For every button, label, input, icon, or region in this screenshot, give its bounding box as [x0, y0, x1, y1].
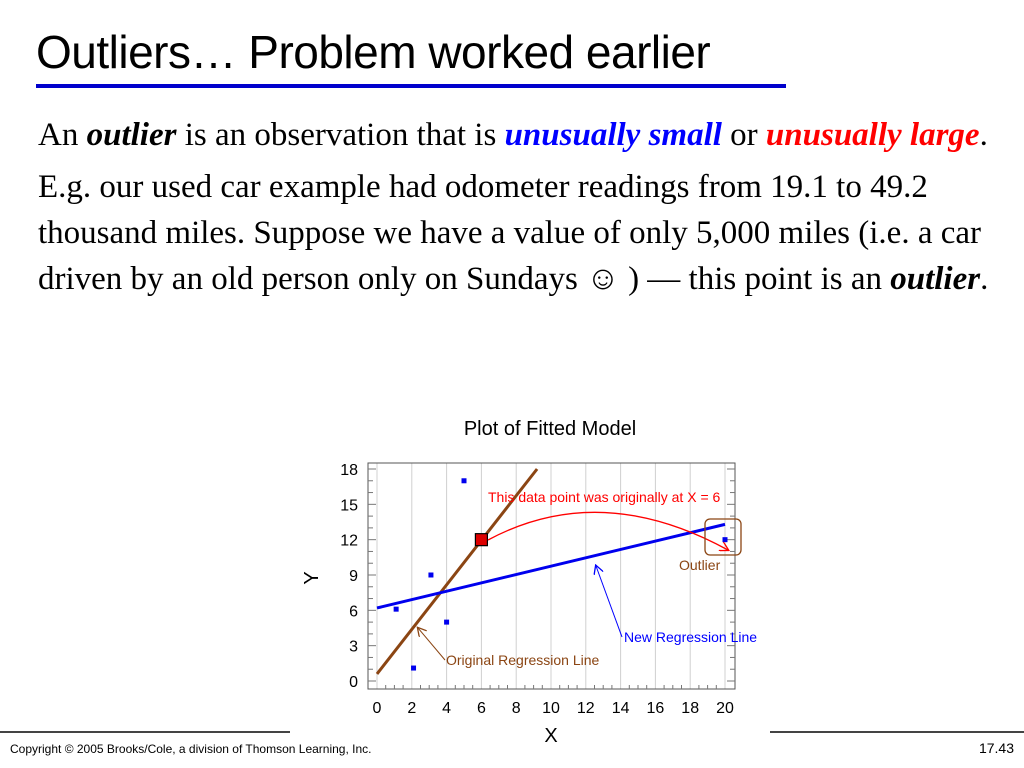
x-tick-label: 14 — [611, 700, 630, 717]
x-tick-label: 6 — [476, 700, 486, 717]
smiley-icon: ☺ — [586, 261, 620, 297]
x-tick-label: 18 — [681, 700, 700, 717]
text-span: E.g. our used car example had odometer readings from 19.1 to 49.2 thousand miles. Suppose we have a value of only 5,000 miles (i.e. a car driven by an old person only on Sundays — [38, 169, 982, 297]
unusually-small-term: unusually small — [504, 117, 722, 153]
outlier-term: outlier — [86, 117, 177, 153]
y-tick-label: 6 — [349, 603, 358, 621]
x-tick-label: 2 — [407, 700, 417, 717]
text-span: ) — this point is an — [619, 261, 891, 297]
annotation-layer — [418, 489, 757, 668]
x-tick-label: 12 — [576, 700, 595, 717]
footer-rule-left — [0, 731, 290, 733]
data-point — [462, 478, 467, 483]
y-tick-label: 3 — [349, 638, 358, 656]
y-tick-label: 18 — [340, 462, 358, 479]
slide-title: Outliers… Problem worked earlier — [36, 26, 711, 78]
x-tick-label: 16 — [646, 700, 665, 717]
y-tick-label: 9 — [349, 568, 358, 585]
relocation-note: This data point was originally at X = 6 — [488, 489, 721, 505]
data-point — [428, 573, 433, 578]
data-point — [411, 666, 416, 671]
x-axis-label: X — [544, 725, 558, 747]
text-span: or — [721, 117, 766, 153]
text-span: . — [980, 261, 989, 297]
slide-number: 17.43 — [978, 740, 1014, 756]
x-tick-label: 4 — [442, 700, 452, 717]
new-line-label: New Regression Line — [624, 629, 758, 645]
y-axis-label: Y — [301, 571, 323, 585]
outlier-term: outlier — [890, 261, 981, 297]
unusually-large-term: unusually large — [765, 117, 980, 153]
text-span: is an observation that is — [176, 117, 505, 153]
original-point-marker — [475, 534, 487, 546]
text-span: An — [38, 117, 87, 153]
data-point — [394, 607, 399, 612]
outlier-label: Outlier — [679, 557, 721, 573]
x-tick-label: 0 — [372, 700, 382, 717]
data-point — [723, 537, 728, 542]
original-line-label: Original Regression Line — [446, 652, 600, 668]
new-line-pointer — [596, 566, 622, 637]
footer-rule-right — [770, 731, 1024, 733]
y-tick-label: 15 — [340, 497, 358, 515]
data-point — [444, 620, 449, 625]
y-tick-label: 0 — [349, 674, 358, 691]
x-tick-label: 8 — [511, 700, 521, 717]
chart-title: Plot of Fitted Model — [463, 418, 637, 440]
x-tick-label: 20 — [716, 700, 734, 717]
text-span: . — [979, 117, 988, 153]
original-line-pointer — [418, 628, 445, 660]
x-tick-label: 10 — [542, 700, 560, 717]
copyright-notice: Copyright © 2005 Brooks/Cole, a division of Thomson Learning, Inc. — [10, 742, 372, 756]
y-tick-label: 12 — [340, 532, 358, 550]
